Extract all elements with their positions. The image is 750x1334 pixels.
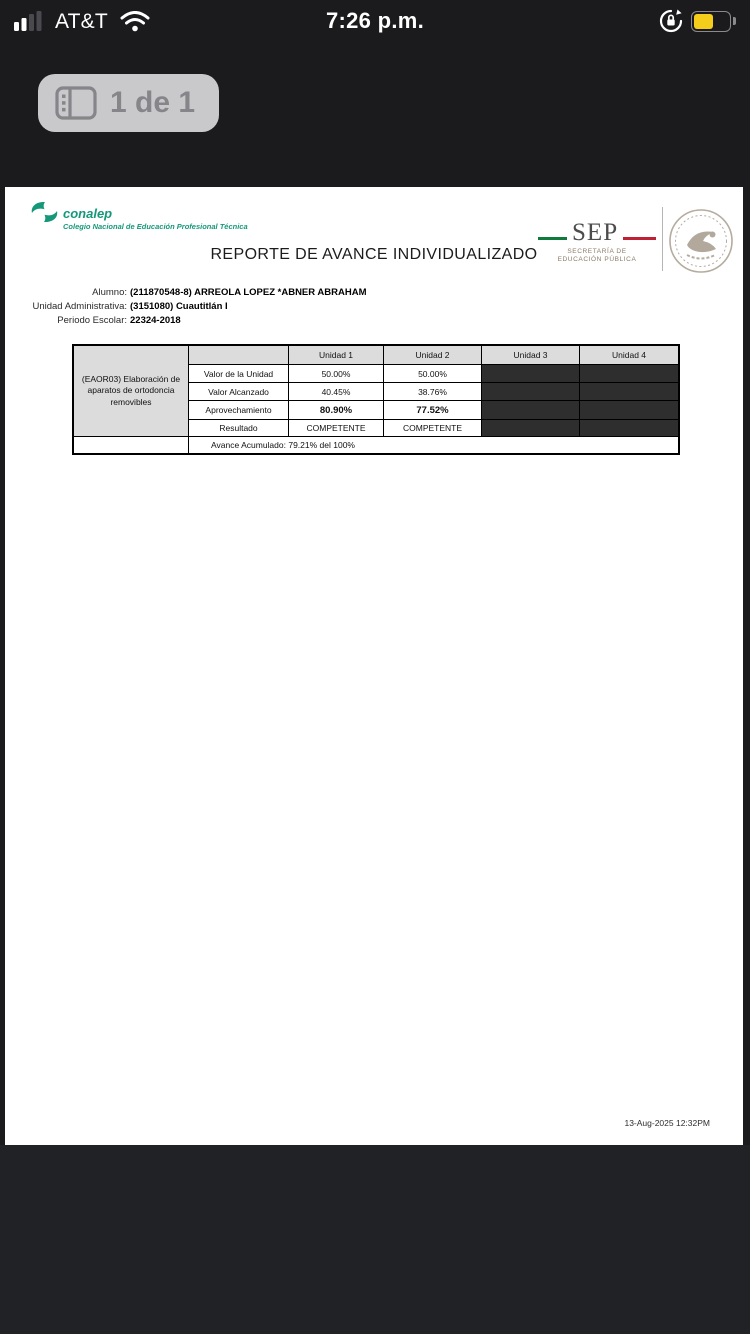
value-cell: 38.76% bbox=[384, 383, 481, 400]
field-label: Periodo Escolar: bbox=[57, 315, 127, 326]
wifi-icon bbox=[120, 11, 150, 38]
empty-cell bbox=[580, 401, 678, 419]
field-value: (3151080) Cuautitlán I bbox=[130, 301, 228, 312]
table-header-unidad-3: Unidad 3 bbox=[482, 346, 579, 364]
row-label: Valor Alcanzado bbox=[189, 383, 288, 400]
conalep-logo bbox=[30, 201, 248, 231]
table-footer-left-cell bbox=[74, 437, 188, 453]
conalep-subtitle: Colegio Nacional de Educación Profesional Técnica bbox=[63, 222, 248, 231]
value-cell: COMPETENTE bbox=[289, 420, 383, 436]
student-info-row bbox=[5, 300, 367, 314]
module-name-cell: (EAOR03) Elaboración de aparatos de ortodoncia removibles bbox=[74, 346, 188, 436]
field-label: Alumno: bbox=[92, 287, 127, 298]
empty-cell bbox=[482, 365, 579, 382]
conalep-wordmark: conalep bbox=[63, 206, 113, 221]
field-value: (211870548-8) ARREOLA LOPEZ *ABNER ABRAHAM bbox=[130, 287, 367, 298]
battery-cap bbox=[733, 17, 736, 25]
conalep-swoosh-icon bbox=[30, 201, 59, 231]
student-info-row bbox=[5, 286, 367, 300]
empty-cell bbox=[580, 420, 678, 436]
table-header-unidad-4: Unidad 4 bbox=[580, 346, 678, 364]
page-indicator-label: 1 de 1 bbox=[110, 86, 196, 119]
header-divider bbox=[662, 207, 663, 271]
student-info bbox=[5, 286, 367, 328]
status-bar bbox=[0, 0, 750, 50]
cellular-signal-icon bbox=[14, 10, 48, 37]
row-label: Aprovechamiento bbox=[189, 401, 288, 419]
value-cell: 50.00% bbox=[384, 365, 481, 382]
empty-cell bbox=[482, 383, 579, 400]
accumulated-progress-cell: Avance Acumulado: 79.21% del 100% bbox=[189, 437, 678, 453]
value-cell: 77.52% bbox=[384, 401, 481, 419]
value-cell: 80.90% bbox=[289, 401, 383, 419]
field-value: 22324-2018 bbox=[130, 315, 181, 326]
status-time: 7:26 p.m. bbox=[325, 8, 425, 33]
sep-flag-green-line bbox=[538, 237, 567, 240]
table-header-unidad-2: Unidad 2 bbox=[384, 346, 481, 364]
progress-table bbox=[72, 344, 680, 455]
field-label: Unidad Administrativa: bbox=[32, 301, 127, 312]
pdf-page[interactable] bbox=[5, 187, 743, 1145]
value-cell: 50.00% bbox=[289, 365, 383, 382]
empty-cell bbox=[580, 365, 678, 382]
sep-logo bbox=[538, 221, 656, 264]
sep-subtitle-line1: SECRETARÍA DE bbox=[567, 248, 627, 255]
empty-cell bbox=[482, 420, 579, 436]
mexican-national-seal-icon bbox=[667, 207, 735, 280]
empty-cell bbox=[482, 401, 579, 419]
row-label: Valor de la Unidad bbox=[189, 365, 288, 382]
table-header-unidad-1: Unidad 1 bbox=[289, 346, 383, 364]
empty-cell bbox=[580, 383, 678, 400]
battery-icon bbox=[691, 11, 731, 32]
sep-flag-red-line bbox=[623, 237, 656, 240]
student-info-row bbox=[5, 314, 367, 328]
value-cell: 40.45% bbox=[289, 383, 383, 400]
sep-subtitle-line2: EDUCACIÓN PÚBLICA bbox=[557, 256, 637, 263]
report-title: REPORTE DE AVANCE INDIVIDUALIZADO bbox=[210, 246, 538, 263]
table-corner-cell bbox=[189, 346, 288, 364]
report-timestamp: 13-Aug-2025 12:32PM bbox=[624, 1118, 710, 1128]
carrier-label: AT&T bbox=[55, 10, 108, 33]
value-cell: COMPETENTE bbox=[384, 420, 481, 436]
page-indicator-pill[interactable] bbox=[38, 74, 219, 132]
row-label: Resultado bbox=[189, 420, 288, 436]
sep-acronym: SEP bbox=[572, 219, 619, 246]
viewer-background bbox=[0, 1145, 750, 1334]
orientation-lock-icon bbox=[658, 8, 684, 39]
thumbnail-sidebar-icon bbox=[55, 86, 97, 120]
